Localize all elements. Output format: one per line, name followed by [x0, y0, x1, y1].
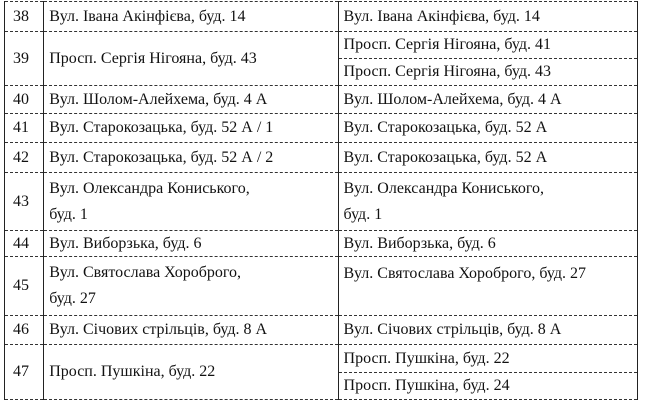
match-cell — [338, 32, 637, 86]
table-row — [5, 2, 638, 32]
match-cell: Вул. Старокозацька, буд. 52 А — [338, 114, 637, 143]
table-row — [5, 114, 638, 143]
match-cell — [338, 345, 637, 400]
row-number: 42 — [5, 143, 44, 173]
address-table — [4, 1, 638, 400]
row-number: 44 — [5, 231, 44, 257]
row-number: 47 — [5, 345, 44, 400]
table-row — [5, 86, 638, 114]
address-cell: Просп. Пушкіна, буд. 22 — [44, 345, 338, 400]
table-row — [5, 345, 638, 400]
match-cell: Вул. Старокозацька, буд. 52 А — [338, 143, 637, 173]
match-line: Вул. Олександра Кониського, — [343, 179, 545, 197]
address-cell — [44, 257, 338, 316]
row-number: 38 — [5, 2, 44, 32]
address-cell: Вул. Старокозацька, буд. 52 А / 2 — [44, 143, 338, 173]
table-row — [5, 173, 638, 231]
match-line: Просп. Пушкіна, буд. 22 — [339, 346, 637, 373]
table-row — [5, 257, 638, 316]
match-line: Вул. Святослава Хороброго, буд. 27 — [343, 265, 586, 282]
row-number: 43 — [5, 173, 44, 231]
row-number: 39 — [5, 32, 44, 86]
table-row — [5, 231, 638, 257]
address-cell — [44, 173, 338, 231]
address-cell: Вул. Івана Акінфієва, буд. 14 — [44, 2, 338, 32]
match-cell: Вул. Шолом-Алейхема, буд. 4 А — [338, 86, 637, 114]
address-cell: Вул. Шолом-Алейхема, буд. 4 А — [44, 86, 338, 114]
match-cell: Вул. Січових стрільців, буд. 8 А — [338, 316, 637, 345]
match-cell — [338, 173, 637, 231]
table-row — [5, 143, 638, 173]
address-cell: Вул. Старокозацька, буд. 52 А / 1 — [44, 114, 338, 143]
address-line: Вул. Святослава Хороброго, — [49, 264, 242, 281]
address-line: буд. 27 — [49, 290, 96, 307]
match-cell — [338, 257, 637, 316]
row-number: 40 — [5, 86, 44, 114]
row-number: 46 — [5, 316, 44, 345]
match-line: Просп. Сергія Нігояна, буд. 41 — [339, 32, 637, 59]
match-cell: Вул. Івана Акінфієва, буд. 14 — [338, 2, 637, 32]
address-cell: Вул. Виборзька, буд. 6 — [44, 231, 338, 257]
address-line: Вул. Олександра Кониського, — [49, 179, 250, 197]
row-number: 45 — [5, 257, 44, 316]
address-line: буд. 1 — [49, 205, 88, 223]
address-cell: Просп. Сергія Нігояна, буд. 43 — [44, 32, 338, 86]
match-line: буд. 1 — [343, 205, 383, 223]
match-line: Просп. Пушкіна, буд. 24 — [343, 376, 510, 394]
match-line: Просп. Сергія Нігояна, буд. 43 — [343, 63, 552, 80]
row-number: 41 — [5, 114, 44, 143]
table-row — [5, 316, 638, 345]
match-cell: Вул. Виборзька, буд. 6 — [338, 231, 637, 257]
address-cell: Вул. Січових стрільців, буд. 8 А — [44, 316, 338, 345]
table-row — [5, 32, 638, 86]
